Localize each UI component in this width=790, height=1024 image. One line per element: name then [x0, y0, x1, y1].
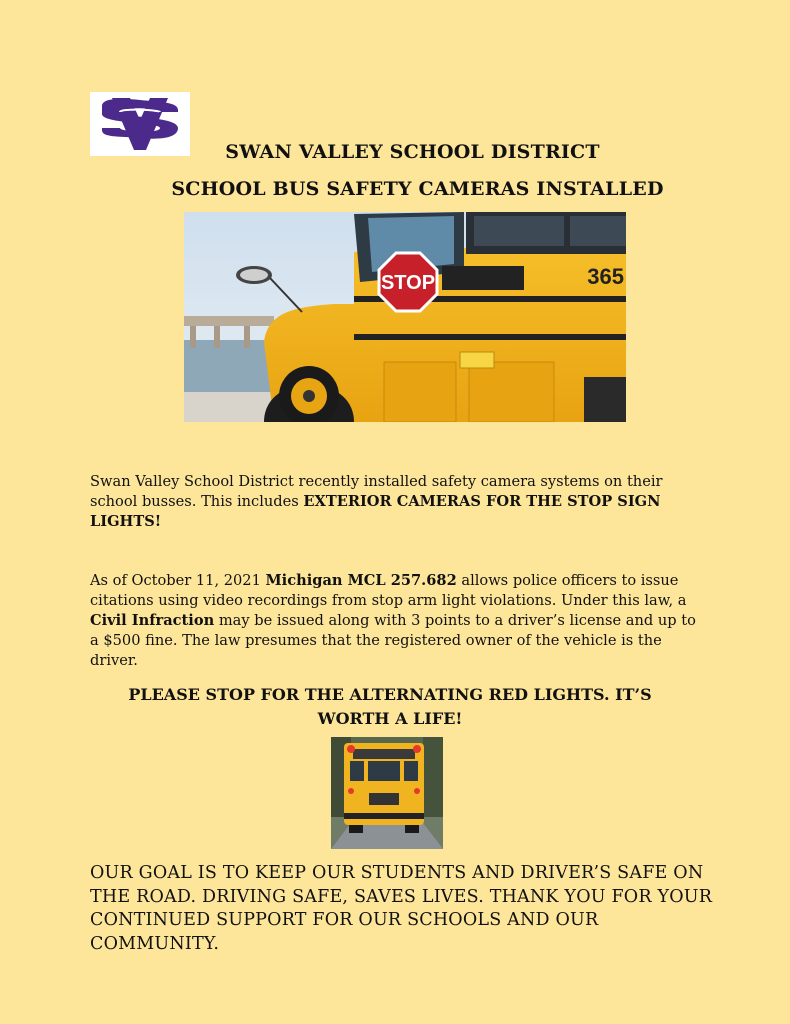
closing-message: OUR GOAL IS TO KEEP OUR STUDENTS AND DRIVER’S SAFE ON THE ROAD. DRIVING SAFE, SAVES LIVES. THANK YOU FOR YOUR CONTINUED SUPPORT FOR OUR SCHOOLS AND OUR COMMUNITY.	[90, 863, 713, 954]
law-reference: Michigan MCL 257.682	[265, 572, 457, 589]
paragraph-cameras: Swan Valley School District recently installed safety camera systems on their school busses. This includes EXTERIOR CAMERAS FOR THE STOP SIGN LIGHTS!	[90, 473, 663, 530]
civil-infraction-term: Civil Infraction	[90, 612, 215, 629]
rear-school-bus-photo	[331, 737, 443, 849]
safety-callout: PLEASE STOP FOR THE ALTERNATING RED LIGHTS. IT’S WORTH A LIFE!	[128, 685, 652, 728]
school-bus-photo	[184, 212, 626, 422]
page-subtitle: SCHOOL BUS SAFETY CAMERAS INSTALLED	[171, 178, 664, 200]
bus-number: 365	[587, 264, 624, 289]
paragraph-law: As of October 11, 2021 Michigan MCL 257.682 allows police officers to issue citations using video recordings from stop arm light violations. Under this law, a Civil Infraction may be issued along with 3 points to a driver’s license and up to a $500 fine. The law presumes that the registered owner of the vehicle is the driver.	[90, 572, 696, 669]
page-title: SWAN VALLEY SCHOOL DISTRICT	[225, 141, 600, 163]
stop-sign-text: STOP	[380, 272, 436, 294]
paragraph-cameras-highlight: EXTERIOR CAMERAS FOR THE STOP SIGN LIGHTS!	[90, 493, 661, 530]
